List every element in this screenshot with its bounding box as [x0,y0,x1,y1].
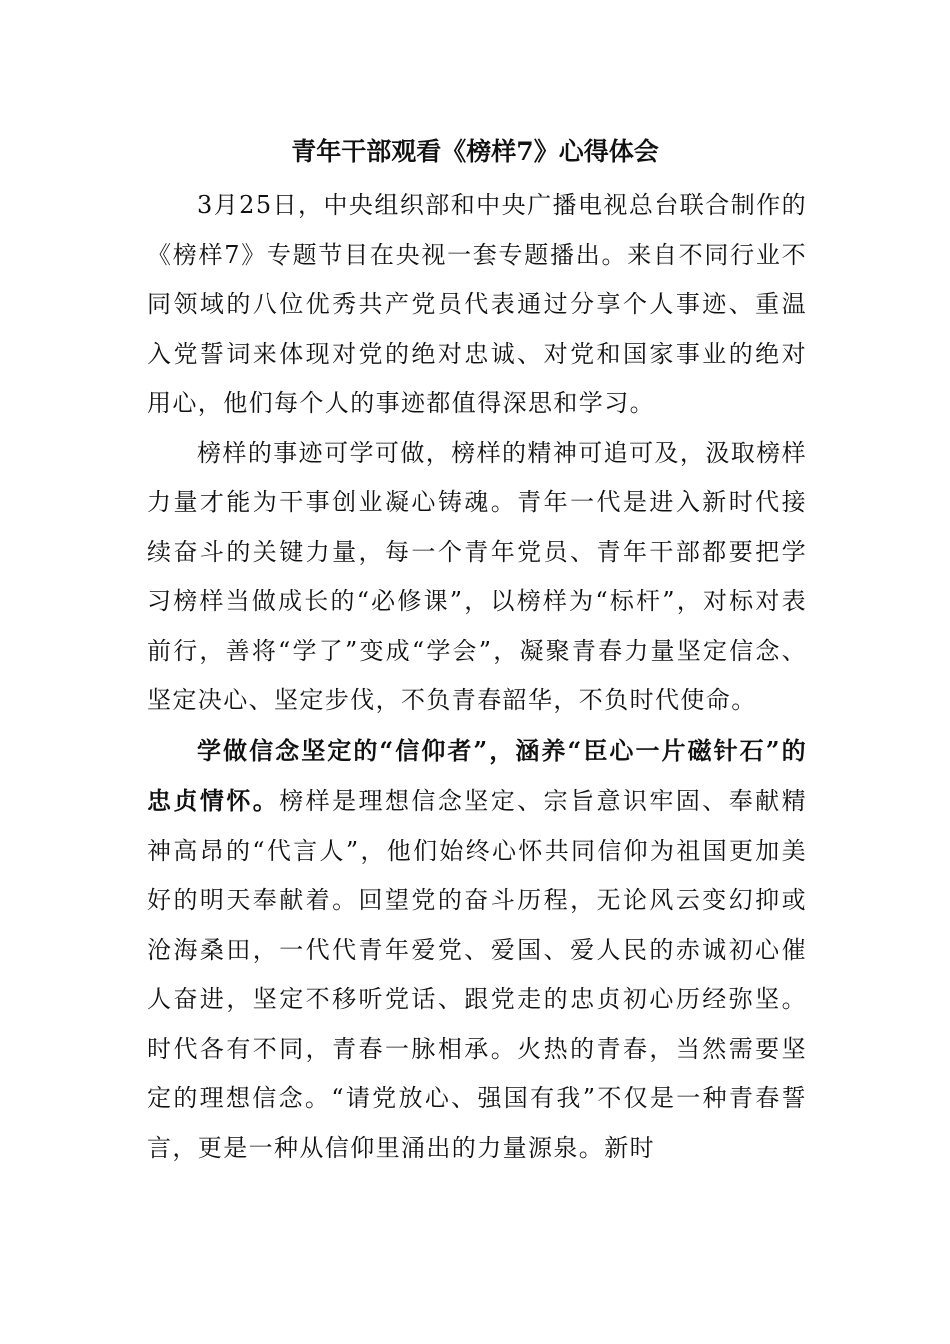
paragraph-3-text: 榜样是理想信念坚定、宗旨意识牢固、奉献精神高昂的“代言人”，他们始终心怀共同信仰为祖国更加美好的明天奉献着。回望党的奋斗历程，无论风云变幻抑或沧海桑田，一代代青年爱党、爱国、爱人民的赤诚初心催人奋进，坚定不移听党话、跟党走的忠贞初心历经弥坚。时代各有不同，青春一脉相承。火热的青春，当然需要坚定的理想信念。“请党放心、强国有我”不仅是一种青春誓言，更是一种从信仰里涌出的力量源泉。新时 [147,787,808,1162]
paragraph-2 [147,429,807,726]
document-body [147,181,807,1173]
document-title: 青年干部观看《榜样7》心得体会 [291,137,659,166]
paragraph-1-text: 3月25日，中央组织部和中央广播电视总台联合制作的《榜样7》专题节目在央视一套专题播出。来自不同行业不同领域的八位优秀共产党员代表通过分享个人事迹、重温入党誓词来体现对党的绝对忠诚、对党和国家事业的绝对用心，他们每个人的事迹都值得深思和学习。 [147,191,807,417]
paragraph-1 [147,181,807,429]
paragraph-3 [147,726,807,1174]
paragraph-3-heading: 学做信念坚定的“信仰者”，涵养“臣心一片磁针石”的忠贞情怀。 [147,735,807,815]
paragraph-2-text: 榜样的事迹可学可做，榜样的精神可追可及，汲取榜样力量才能为干事创业凝心铸魂。青年一代是进入新时代接续奋斗的关键力量，每一个青年党员、青年干部都要把学习榜样当做成长的“必修课”，以榜样为“标杆”，对标对表前行，善将“学了”变成“学会”，凝聚青春力量坚定信念、坚定决心、坚定步伐，不负青春韶华，不负时代使命。 [147,438,807,714]
